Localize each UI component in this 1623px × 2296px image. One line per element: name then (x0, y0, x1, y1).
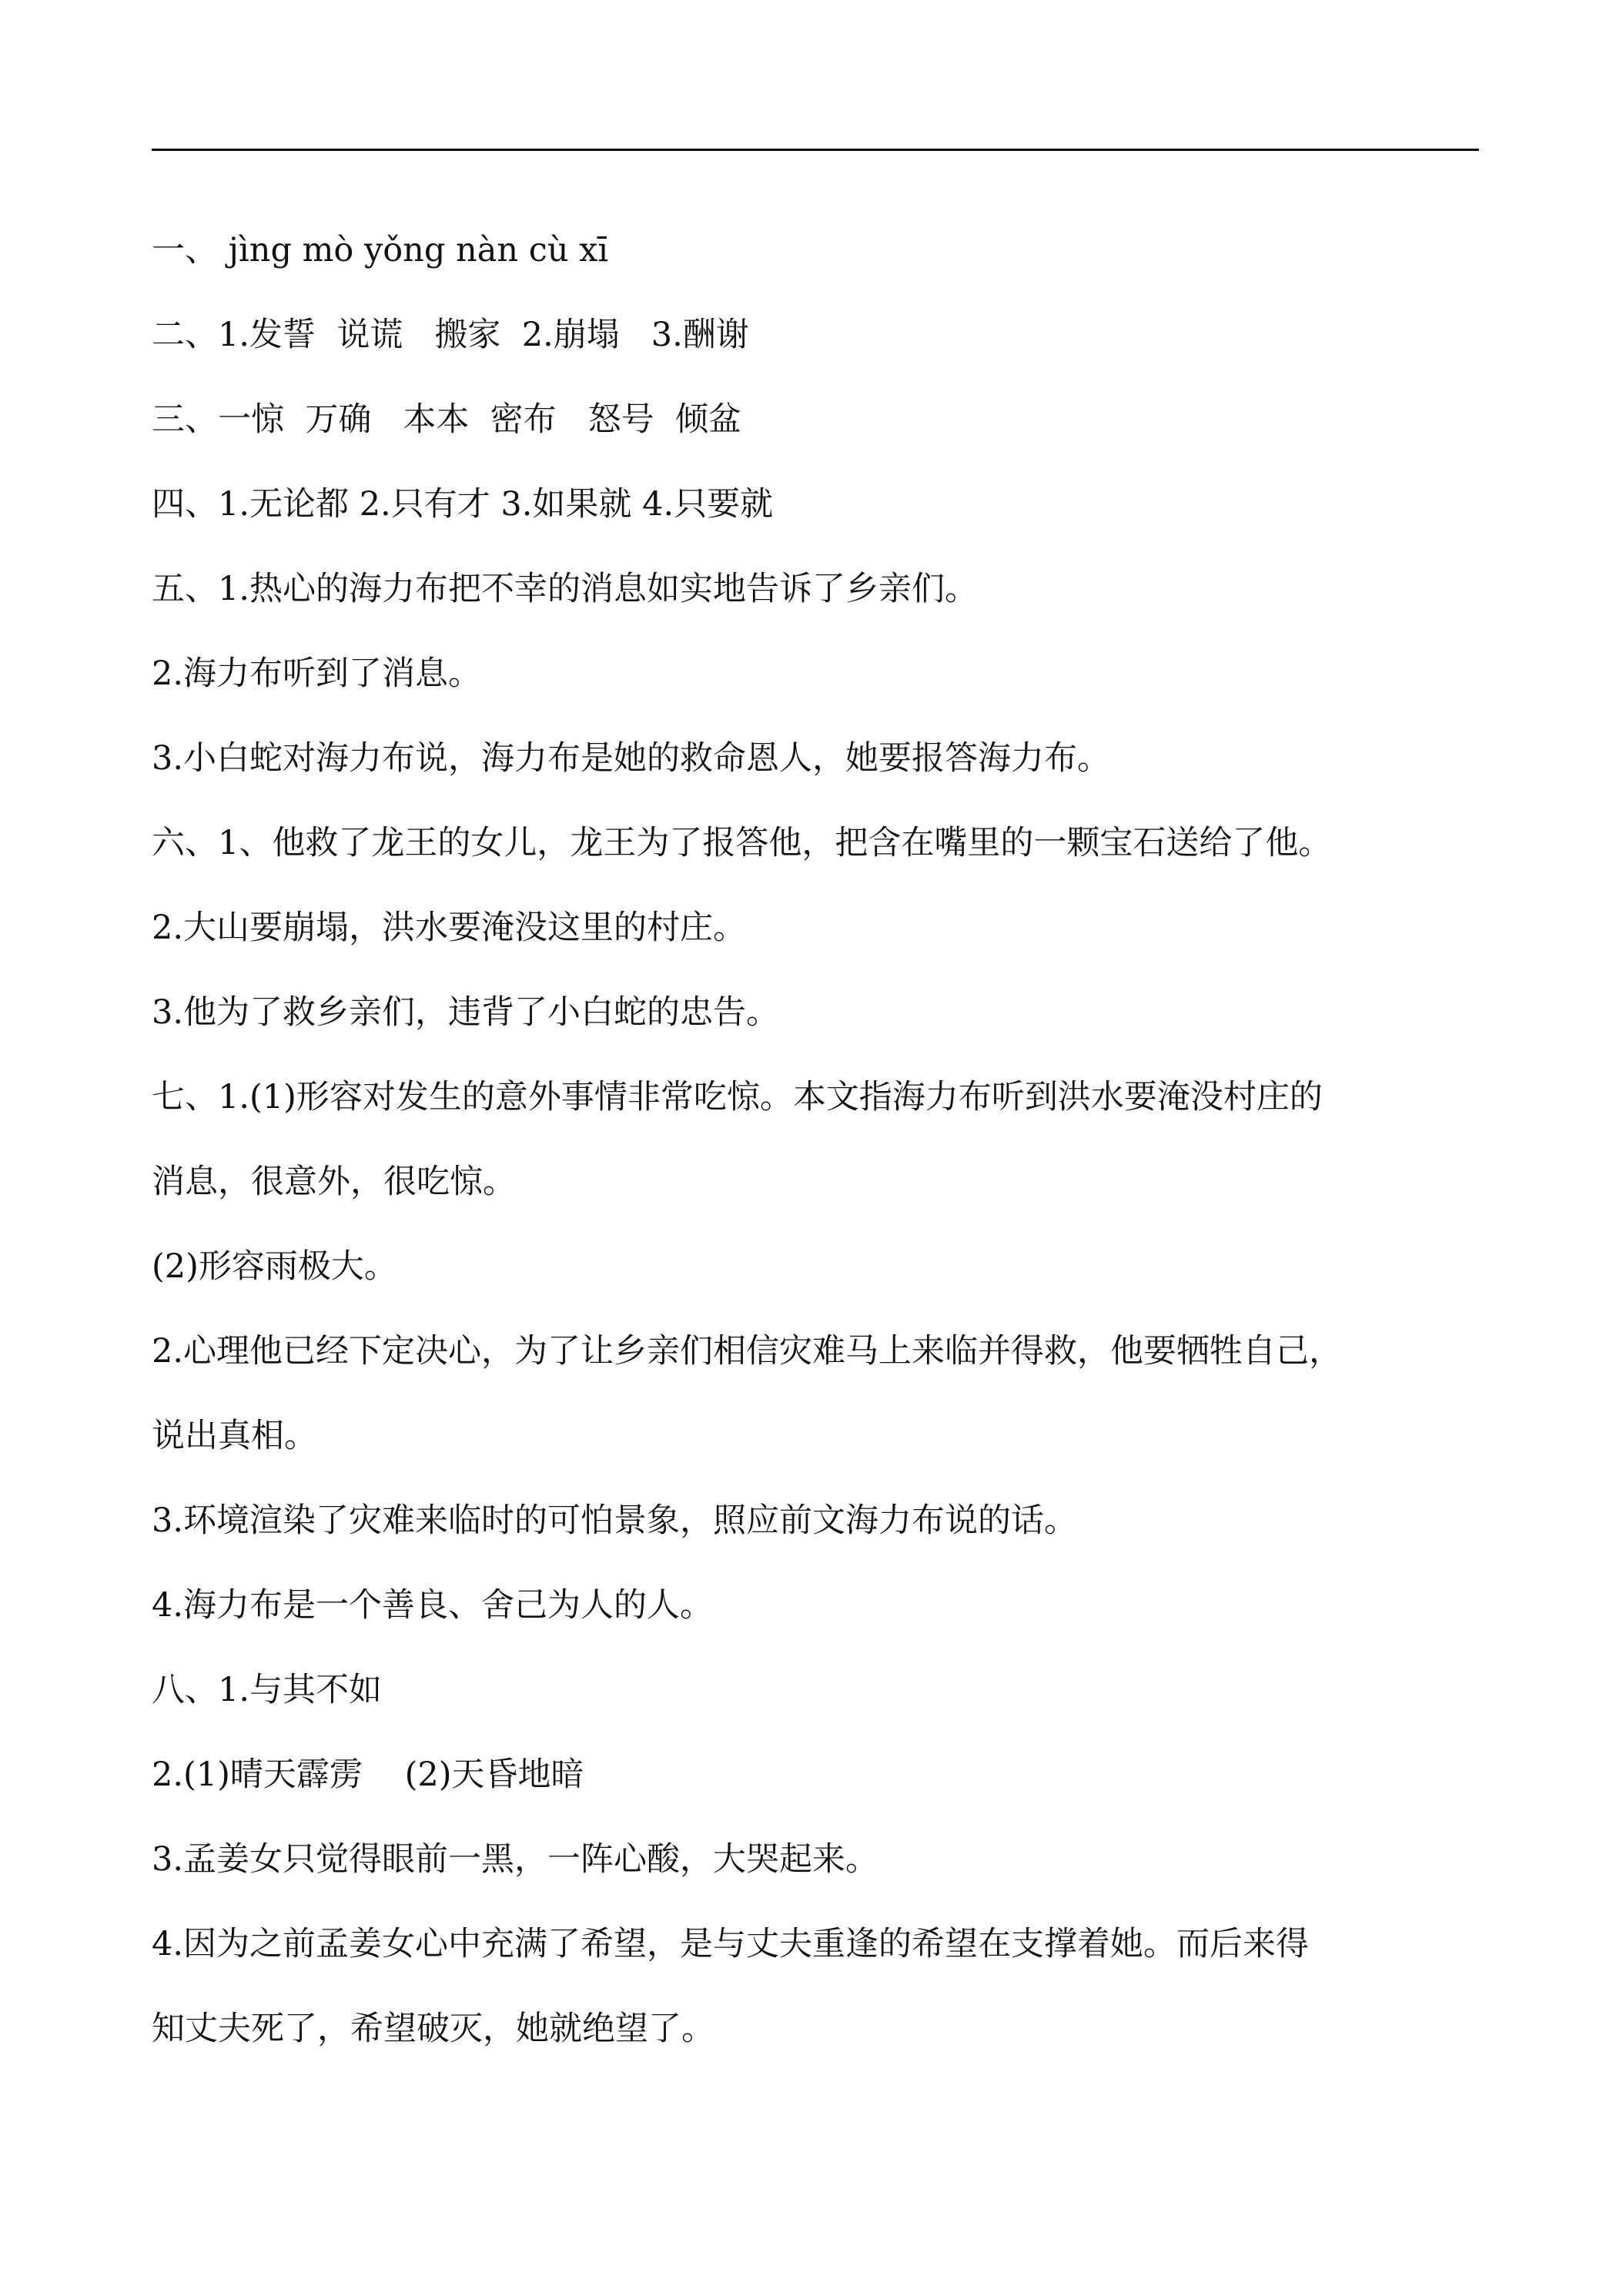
answer-line: 2.心理他已经下定决心，为了让乡亲们相信灾难马上来临并得救，他要牺牲自己， (152, 1332, 1343, 1371)
answer-line: 3.环境渲染了灾难来临时的可怕景象，照应前文海力布说的话。 (152, 1501, 1078, 1540)
header-rule (152, 149, 1479, 151)
answer-line: (2)形容雨极大。 (152, 1247, 397, 1286)
answer-line: 五、1.热心的海力布把不幸的消息如实地告诉了乡亲们。 (152, 570, 979, 608)
answer-line: 3.小白蛇对海力布说，海力布是她的救命恩人，她要报答海力布。 (152, 739, 1111, 778)
answer-line: 六、1、他救了龙王的女儿，龙王为了报答他，把含在嘴里的一颗宝石送给了他。 (152, 824, 1332, 862)
answer-line: 八、1.与其不如 (152, 1671, 383, 1709)
answer-line: 3.孟姜女只觉得眼前一黑，一阵心酸，大哭起来。 (152, 1840, 879, 1879)
answer-line: 二、1.发誓 说谎 搬家 2.崩塌 3.酬谢 (152, 316, 749, 354)
answer-line: 4.因为之前孟姜女心中充满了希望，是与丈夫重逢的希望在支撑着她。而后来得 (152, 1925, 1310, 1963)
answer-line: 一、 jìng mò yǒng nàn cù xī (152, 231, 609, 269)
answer-key-body (152, 208, 1479, 2071)
answer-line: 说出真相。 (152, 1417, 317, 1455)
answer-line: 2.(1)晴天霹雳 (2)天昏地暗 (152, 1755, 584, 1794)
answer-line: 消息，很意外，很吃惊。 (152, 1163, 516, 1201)
answer-line: 3.他为了救乡亲们，违背了小白蛇的忠告。 (152, 993, 780, 1032)
answer-line: 2.大山要崩塌，洪水要淹没这里的村庄。 (152, 909, 747, 947)
answer-line: 三、一惊 万确 本本 密布 怒号 倾盆 (152, 400, 742, 439)
answer-line: 2.海力布听到了消息。 (152, 654, 482, 693)
answer-line: 4.海力布是一个善良、舍己为人的人。 (152, 1586, 714, 1625)
answer-line: 七、1.(1)形容对发生的意外事情非常吃惊。本文指海力布听到洪水要淹没村庄的 (152, 1078, 1323, 1116)
answer-line: 知丈夫死了，希望破灭，她就绝望了。 (152, 2010, 714, 2048)
answer-line: 四、1.无论都 2.只有才 3.如果就 4.只要就 (152, 485, 774, 524)
